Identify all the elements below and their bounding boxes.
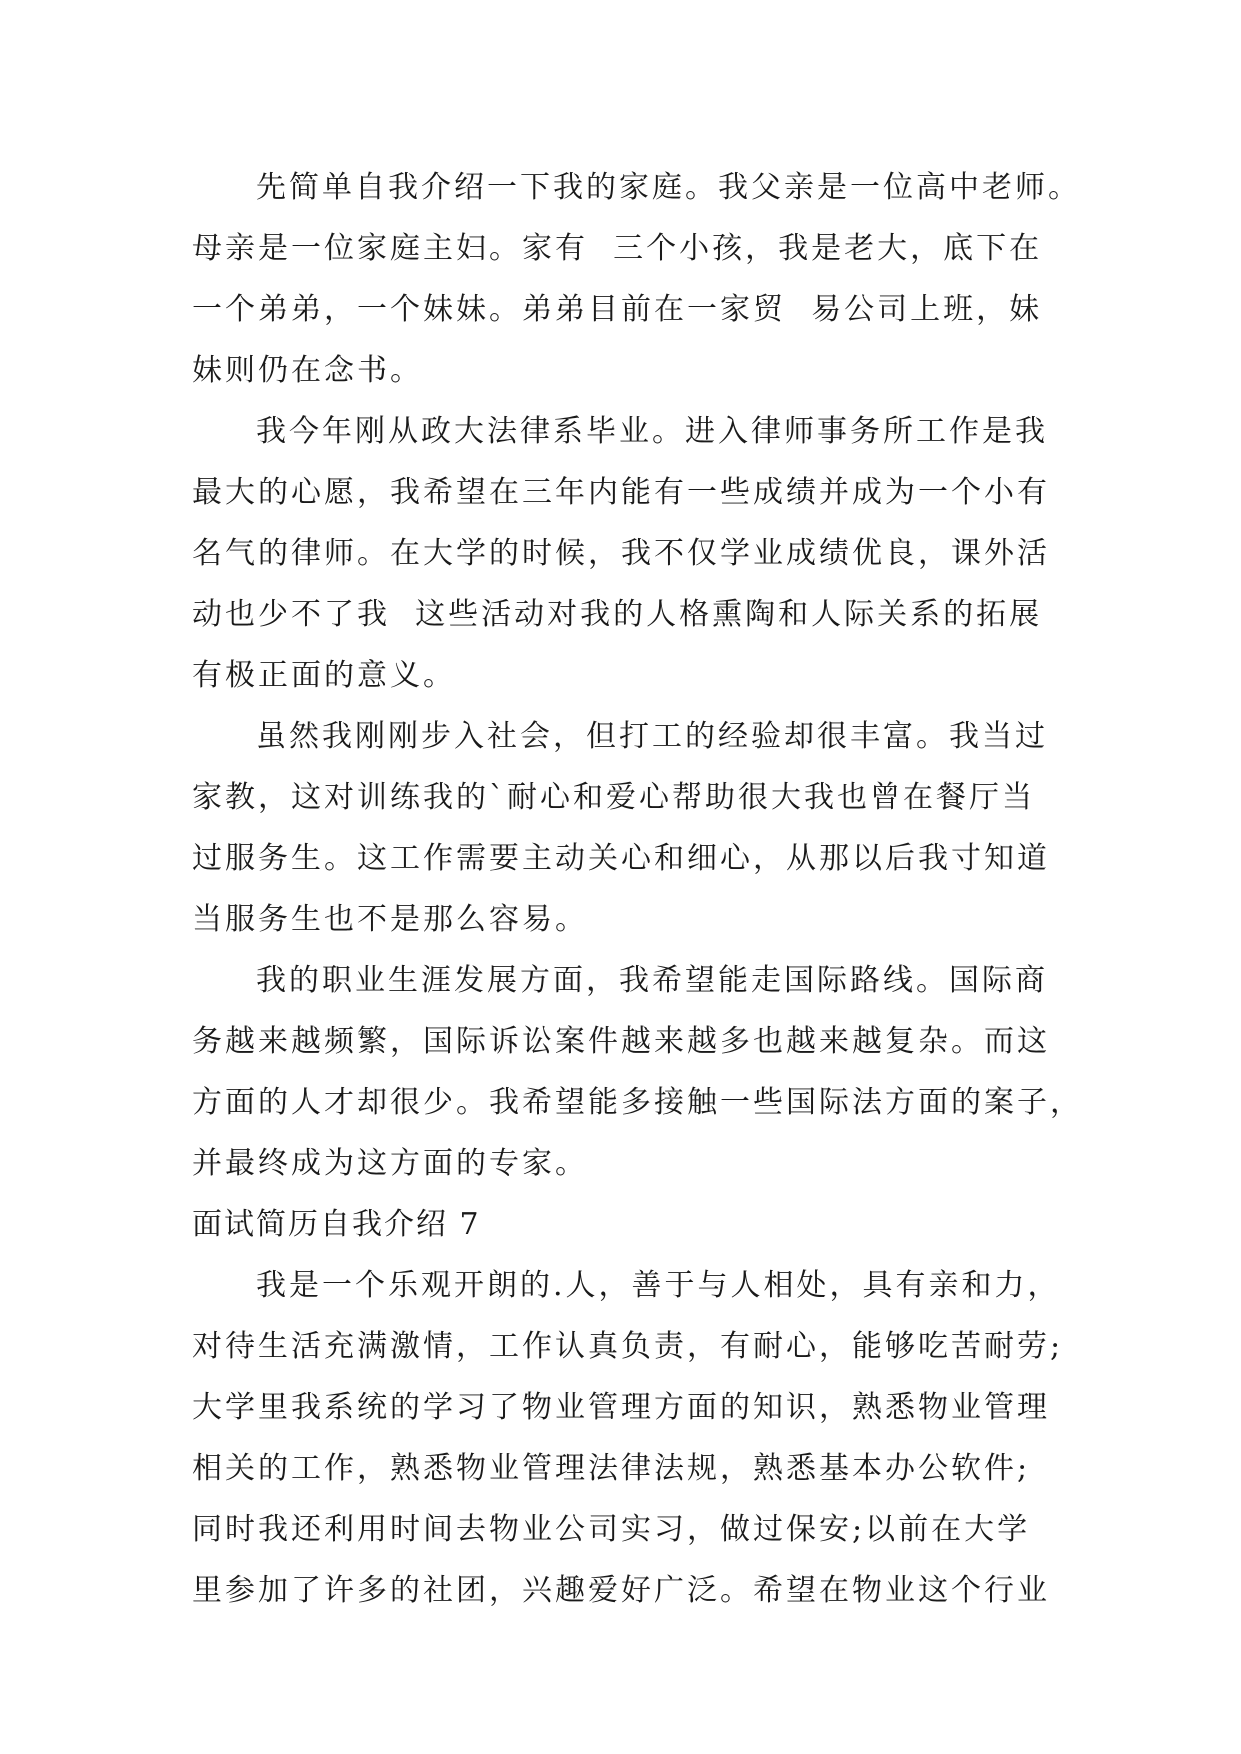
- text-line: 方面的人才却很少。我希望能多接触一些国际法方面的案子，: [192, 1085, 1083, 1120]
- text-line: 最大的心愿，我希望在三年内能有一些成绩并成为一个小有: [192, 475, 1050, 510]
- text-line: 动也少不了我 这些活动对我的人格熏陶和人际关系的拓展: [192, 597, 1043, 632]
- text-line: 母亲是一位家庭主妇。家有 三个小孩，我是老大，底下在: [192, 231, 1043, 266]
- text-line: 对待生活充满激情，工作认真负责，有耐心，能够吃苦耐劳;: [192, 1329, 1064, 1364]
- text-line: 名气的律师。在大学的时候，我不仅学业成绩优良，课外活: [192, 536, 1050, 571]
- text-line: 家教，这对训练我的`耐心和爱心帮助很大我也曾在餐厅当: [192, 780, 1035, 815]
- text-line: 我是一个乐观开朗的.人，善于与人相处，具有亲和力，: [256, 1268, 1061, 1303]
- document-body: [192, 157, 1083, 1621]
- text-line: 务越来越频繁，国际诉讼案件越来越多也越来越复杂。而这: [192, 1024, 1050, 1059]
- text-line: 过服务生。这工作需要主动关心和细心，从那以后我寸知道: [192, 841, 1050, 876]
- text-line: 大学里我系统的学习了物业管理方面的知识，熟悉物业管理: [192, 1390, 1050, 1425]
- text-line: 我今年刚从政大法律系毕业。进入律师事务所工作是我: [256, 414, 1048, 449]
- text-line: 虽然我刚刚步入社会，但打工的经验却很丰富。我当过: [256, 719, 1048, 754]
- text-line: 我的职业生涯发展方面，我希望能走国际路线。国际商: [256, 963, 1048, 998]
- text-line: 有极正面的意义。: [192, 658, 456, 693]
- text-line: 相关的工作，熟悉物业管理法律法规，熟悉基本办公软件;: [192, 1451, 1031, 1486]
- text-line: 同时我还利用时间去物业公司实习，做过保安;以前在大学: [192, 1512, 1031, 1547]
- text-line: 并最终成为这方面的专家。: [192, 1146, 588, 1181]
- text-line: 当服务生也不是那么容易。: [192, 902, 588, 937]
- text-line: 里参加了许多的社团，兴趣爱好广泛。希望在物业这个行业: [192, 1573, 1050, 1608]
- section-heading: 面试简历自我介绍 7: [192, 1207, 481, 1242]
- text-line: 一个弟弟，一个妹妹。弟弟目前在一家贸 易公司上班，妹: [192, 292, 1043, 327]
- text-line: 先简单自我介绍一下我的家庭。我父亲是一位高中老师。: [256, 170, 1081, 205]
- text-line: 妹则仍在念书。: [192, 353, 423, 388]
